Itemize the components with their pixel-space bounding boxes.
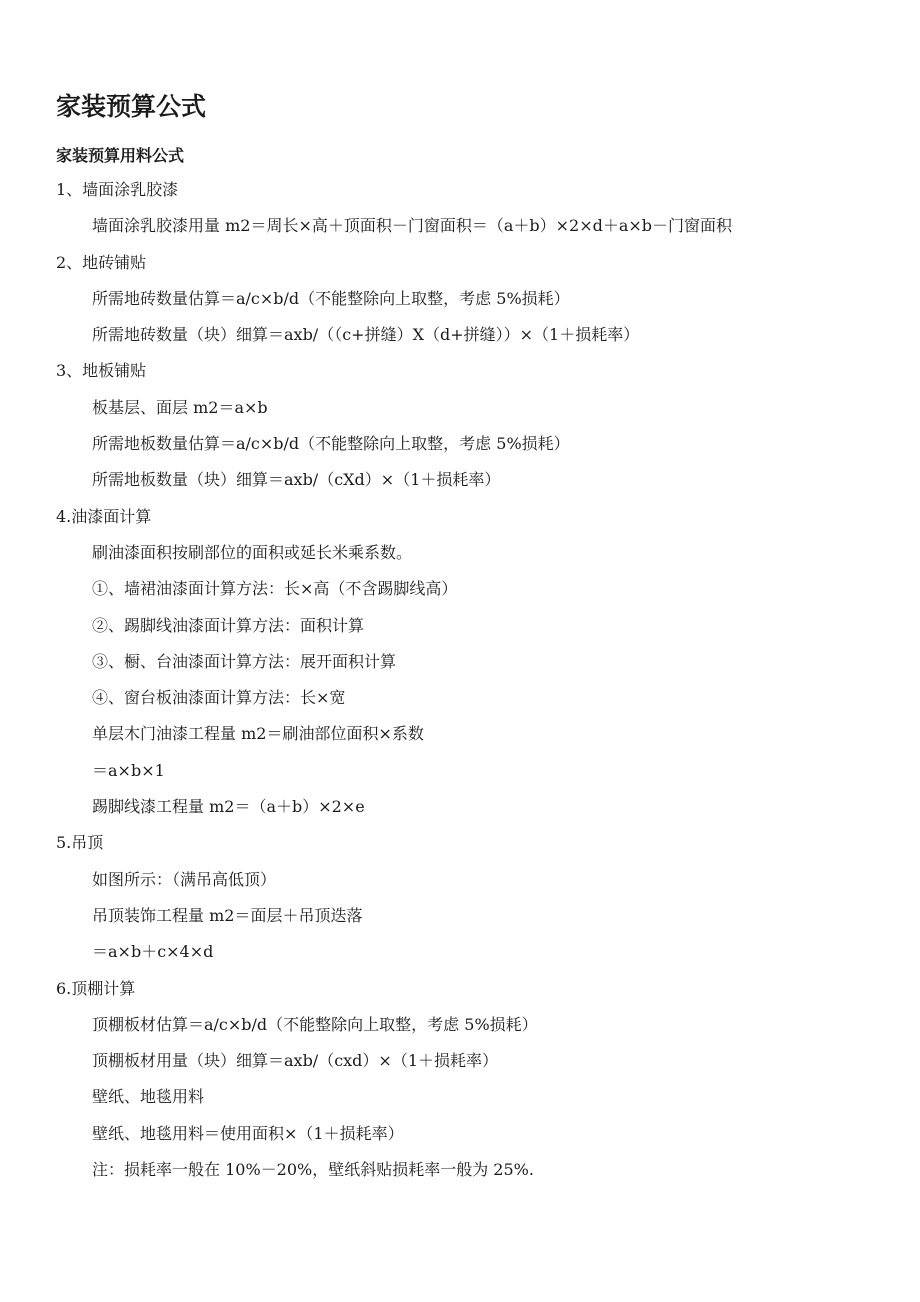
- section-heading: 6.顶棚计算: [56, 978, 136, 998]
- formula-line: 注：损耗率一般在 10%－20%，壁纸斜贴损耗率一般为 25%.: [92, 1160, 534, 1180]
- formula-line: 所需地砖数量（块）细算＝axb/（（c+拼缝）X（d+拼缝））×（1＋损耗率）: [92, 325, 640, 345]
- formula-line: 单层木门油漆工程量 m2＝刷油部位面积×系数: [92, 724, 424, 744]
- document-title: 家装预算公式: [56, 92, 207, 121]
- formula-line: ①、墙裙油漆面计算方法：长×高（不含踢脚线高）: [92, 579, 458, 599]
- formula-line: 壁纸、地毯用料＝使用面积×（1＋损耗率）: [92, 1123, 404, 1143]
- section-heading: 5.吊顶: [56, 833, 104, 853]
- section-heading: 1、墙面涂乳胶漆: [56, 180, 179, 199]
- section-heading: 4.油漆面计算: [56, 506, 152, 526]
- formula-line: 顶棚板材估算＝a/c×b/d（不能整除向上取整，考虑 5%损耗）: [92, 1014, 538, 1034]
- formula-line: 所需地板数量（块）细算＝axb/（cXd）×（1＋损耗率）: [92, 470, 501, 490]
- formula-line: 刷油漆面积按刷部位的面积或延长米乘系数。: [92, 542, 413, 562]
- formula-line: 如图所示：（满吊高低顶）: [92, 869, 277, 889]
- formula-line: 板基层、面层 m2＝a×b: [92, 397, 268, 417]
- formula-line: 壁纸、地毯用料: [92, 1087, 205, 1107]
- formula-line: 所需地板数量估算＝a/c×b/d（不能整除向上取整，考虑 5%损耗）: [92, 434, 570, 454]
- section-heading: 2、地砖铺贴: [56, 252, 147, 272]
- formula-line: 墙面涂乳胶漆用量 m2＝周长×高＋顶面积－门窗面积＝（a＋b）×2×d＋a×b－门窗面积: [92, 216, 733, 236]
- section-heading: 3、地板铺贴: [56, 361, 147, 381]
- formula-line: 顶棚板材用量（块）细算＝axb/（cxd）×（1＋损耗率）: [92, 1051, 499, 1071]
- formula-line: ＝a×b×1: [92, 760, 165, 780]
- formula-line: ④、窗台板油漆面计算方法：长×宽: [92, 688, 346, 708]
- document-subtitle: 家装预算用料公式: [56, 146, 185, 165]
- formula-line: 踢脚线漆工程量 m2＝（a＋b）×2×e: [92, 797, 365, 817]
- formula-line: ③、橱、台油漆面计算方法：展开面积计算: [92, 651, 397, 671]
- formula-line: 所需地砖数量估算＝a/c×b/d（不能整除向上取整，考虑 5%损耗）: [92, 288, 570, 308]
- formula-line: 吊顶装饰工程量 m2＝面层＋吊顶迭落: [92, 905, 363, 925]
- formula-list: [0, 178, 920, 1194]
- formula-line: ②、踢脚线油漆面计算方法：面积计算: [92, 615, 365, 635]
- formula-line: ＝a×b＋c×4×d: [92, 942, 214, 962]
